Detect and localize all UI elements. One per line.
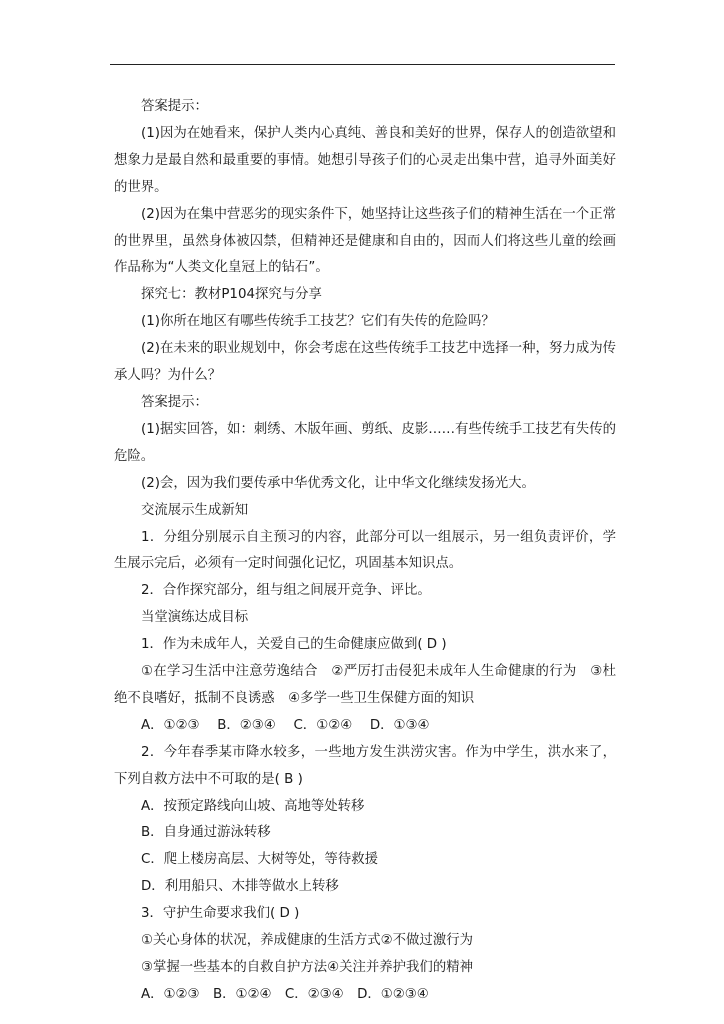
answer-paragraph: (2)会，因为我们要传承中华优秀文化，让中华文化继续发扬光大。 [141,475,535,491]
answer-hint-heading: 答案提示： [141,99,208,114]
answer-hint-heading: 答案提示： [141,394,208,410]
section-heading: 交流展示生成新知 [141,502,249,518]
document-body [114,94,616,1009]
body-paragraph: 1．分组分别展示自主预习的内容，此部分可以一组展示，另一组负责评价，学生展示完后，必须有一定时间强化记忆，巩固基本知识点。 [114,529,616,572]
answer-paragraph: (1)据实回答，如：刺绣、木版年画、剪纸、皮影……有些传统手工技艺有失传的危险。 [114,421,616,464]
quiz-statements: ③掌握一些基本的自救自护方法④关注并养护我们的精神 [141,960,473,975]
quiz-question: 1．作为未成年人，关爱自己的生命健康应做到( D ) [141,637,447,653]
quiz-options: A．①②③ B．①②④ C．②③④ D．①②③④ [141,986,429,1002]
answer-paragraph: (2)因为在集中营恶劣的现实条件下，她坚持让这些孩子们的精神生活在一个正常的世界里，虽然身体被囚禁，但精神还是健康和自由的，因而人们将这些儿童的绘画作品称为“人类文化皇冠上的钻石”。 [114,206,616,276]
section-heading: 当堂演练达成目标 [141,610,249,626]
question-paragraph: (2)在未来的职业规划中，你会考虑在这些传统手工技艺中选择一种，努力成为传承人吗？为什么？ [114,341,616,384]
answer-paragraph: (1)因为在她看来，保护人类内心真纯、善良和美好的世界，保存人的创造欲望和想象力是最自然和最重要的事情。她想引导孩子们的心灵走出集中营，追寻外面美好的世界。 [114,125,616,195]
quiz-question: 2．今年春季某市降水较多，一些地方发生洪涝灾害。作为中学生，洪水来了，下列自救方法中不可取的是( B ) [114,744,616,787]
quiz-question: 3．守护生命要求我们( D ) [141,906,300,922]
question-paragraph: (1)你所在地区有哪些传统手工技艺？它们有失传的危险吗？ [141,314,495,330]
quiz-statements: ①在学习生活中注意劳逸结合 ②严厉打击侵犯未成年人生命健康的行为 ③杜绝不良嗜好，抵制不良诱惑 ④多学一些卫生保健方面的知识 [114,664,616,706]
quiz-statements: ①关心身体的状况，养成健康的生活方式②不做过激行为 [141,933,473,949]
quiz-option: B．自身通过游泳转移 [141,825,271,841]
quiz-option: C．爬上楼房高层、大树等处，等待救援 [141,852,378,868]
header-rule [110,64,615,65]
quiz-option: A．按预定路线向山坡、高地等处转移 [141,798,365,814]
quiz-options: A．①②③ B．②③④ C．①②④ D．①③④ [141,717,430,733]
quiz-option: D．利用船只、木排等做水上转移 [141,879,339,895]
section-heading: 探究七：教材P104探究与分享 [141,287,322,303]
body-paragraph: 2．合作探究部分，组与组之间展开竞争、评比。 [141,583,431,599]
